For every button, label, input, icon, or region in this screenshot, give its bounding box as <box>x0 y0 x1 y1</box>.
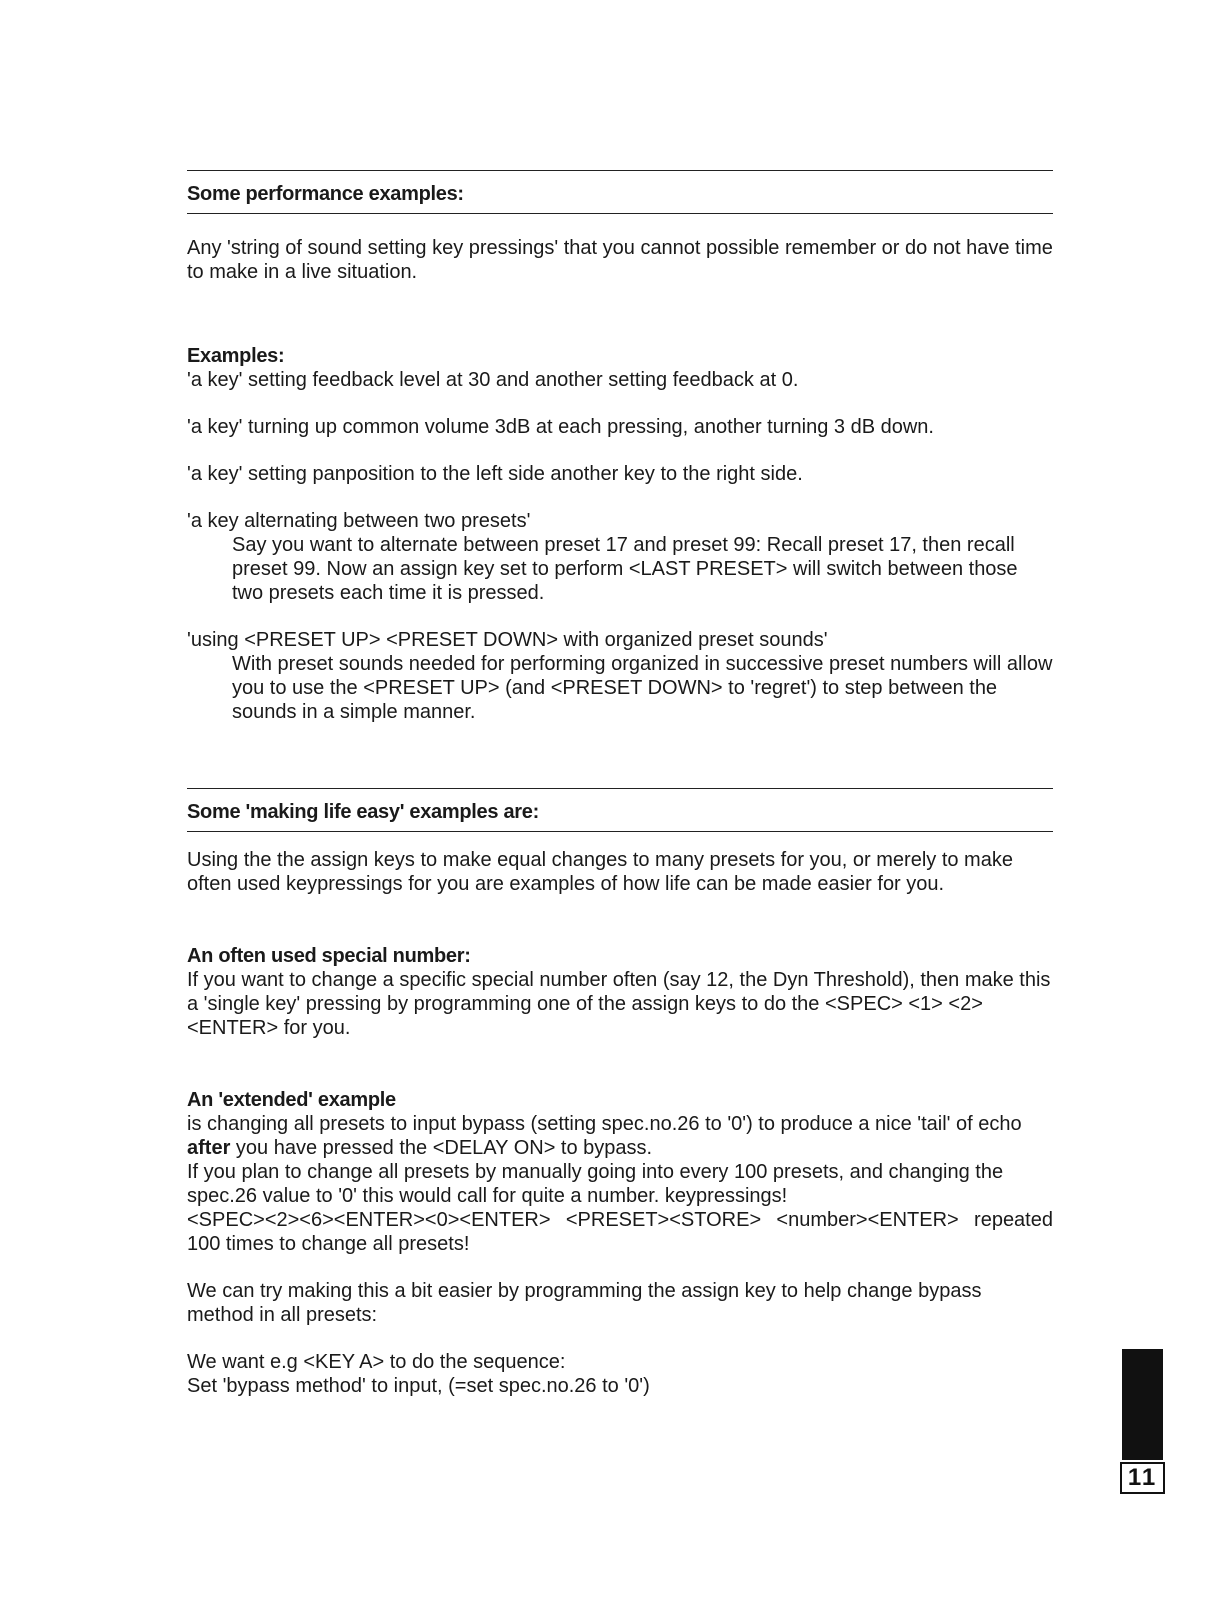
examples-block <box>187 344 1053 392</box>
extended-body-1 <box>187 1112 1053 1160</box>
page-number: 11 <box>1120 1462 1165 1494</box>
page-content <box>187 170 1053 1398</box>
life-easy-intro: Using the the assign keys to make equal changes to many presets for you, or merely to make often used keypressings for you are examples of how life can be made easier for you. <box>187 849 1013 895</box>
section-title: Some 'making life easy' examples are: <box>187 801 539 823</box>
example-feedback: 'a key' setting feedback level at 30 and another setting feedback at 0. <box>187 369 799 391</box>
examples-title: Examples: <box>187 345 285 367</box>
example-updown-title: 'using <PRESET UP> <PRESET DOWN> with organized preset sounds' <box>187 629 828 651</box>
section-header-life-easy <box>187 789 1053 832</box>
extended-body-1-bold: after <box>187 1137 231 1159</box>
extended-body-2: If you plan to change all presets by manually going into every 100 presets, and changing the spec.26 value to '0' this would call for quite a number. keypressings! <box>187 1161 1004 1207</box>
special-number-body: If you want to change a specific special number often (say 12, the Dyn Threshold), then make this a 'single key' pressing by programming one of the assign keys to do the <SPEC> <1> <2> <ENTER> for you. <box>187 969 1051 1039</box>
special-number-block <box>187 944 1053 1040</box>
extended-example-block <box>187 1088 1053 1256</box>
extended-body-3: <SPEC><2><6><ENTER><0><ENTER> <PRESET><STORE> <number><ENTER> repeated 100 times to change all presets! <box>187 1209 1053 1255</box>
extended-example-title: An 'extended' example <box>187 1089 396 1111</box>
extended-body-6: Set 'bypass method' to input, (=set spec.no.26 to '0') <box>187 1375 650 1397</box>
example-alternate-title: 'a key alternating between two presets' <box>187 510 531 532</box>
example-updown-body: With preset sounds needed for performing organized in successive preset numbers will allow you to use the <PRESET UP> (and <PRESET DOWN> to 'regret') to step between the sounds in a simple manner. <box>232 653 1053 723</box>
extended-body-5: We want e.g <KEY A> to do the sequence: <box>187 1351 566 1373</box>
example-pan: 'a key' setting panposition to the left side another key to the right side. <box>187 463 803 485</box>
example-alternate-body: Say you want to alternate between preset 17 and preset 99: Recall preset 17, then recall preset 99. Now an assign key set to perform <LAST PRESET> will switch between those two presets each time it is pressed. <box>232 534 1018 604</box>
example-volume: 'a key' turning up common volume 3dB at each pressing, another turning 3 dB down. <box>187 416 934 438</box>
chapter-tab-marker <box>1122 1349 1163 1460</box>
section-header-performance <box>187 171 1053 214</box>
extended-body-1-end: you have pressed the <DELAY ON> to bypass. <box>230 1137 653 1159</box>
section-title: Some performance examples: <box>187 183 464 205</box>
special-number-title: An often used special number: <box>187 945 471 967</box>
extended-body-4: We can try making this a bit easier by programming the assign key to help change bypass method in all presets: <box>187 1280 982 1326</box>
performance-intro: Any 'string of sound setting key pressings' that you cannot possible remember or do not have time to make in a live situation. <box>187 237 1053 283</box>
extended-body-1-text: is changing all presets to input bypass (setting spec.no.26 to '0') to produce a nice 'tail' of echo <box>187 1113 1022 1135</box>
